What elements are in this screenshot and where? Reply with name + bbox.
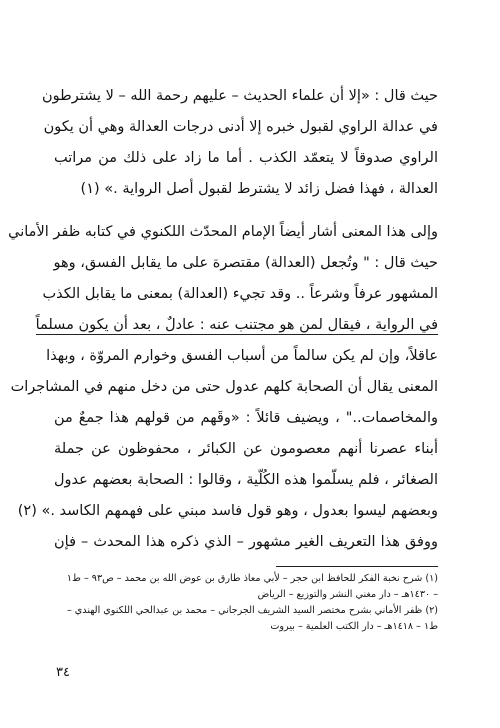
text-line: وبعضهم ليسوا بعدول ، وهو قول فاسد مبني على فهمهم الكاسد .» (٢) [17,503,438,519]
text-line: في عدالة الراوي لقبول خبره إلا أدنى درجات العدالة وهي أن يكون [43,119,438,135]
text-line: المشهور عرفاً وشرعاً .. وقد تجيء (العدالة) بمعنى ما يقابل الكذب [42,286,438,302]
text-line: المعنى يقال أن الصحابة كلهم عدول حتى من دخل منهم في المشاجرات [10,379,438,395]
text-line: العدالة ، فهذا فضل زائد لا يشترط لقبول أصل الرواية .» (١) [80,181,438,197]
footnote-line: ط١ – ١٤١٨هـ – دار الكتب العلمية – بيروت [270,621,438,632]
text-line: والمخاصمات.." ، ويضيف قائلاً : «وقَهم من قولهم هذا جمعٌ من [54,410,438,426]
text-line: الراوي صدوقاً لا يتعمّد الكذب . أما ما زاد على ذلك من مراتب [54,150,438,166]
text-line: الصغائر ، فلم يسلّموا هذه الكُلّية ، وقالوا : الصحابة بعضهم عدول [54,472,438,488]
text-line: أبناء عصرنا أنهم معصومون عن الكبائر ، محفوظون عن جملة [54,441,438,457]
underlined-text-line: في الرواية ، فيقال لمن هو مجتنب عنه : عادلٌ ، بعد أن يكون مسلماً [35,317,438,333]
page-number: ٣٤ [56,665,70,680]
text-line: عاقلاً، وإن لم يكن سالماً من أسباب الفسق وخوارم المروّة ، وبهذا [46,348,438,364]
footnote-divider [276,566,438,567]
text-line: حيث قال : «إلا أن علماء الحديث – عليهم رحمة الله – لا يشترطون [42,88,438,104]
footnote-line: (١) شرح نخبة الفكر للحافظ ابن حجر – لأبي معاذ طارق بن عوض الله بن محمد – ص٩٣ – ط١ [66,573,438,584]
text-line: وإلى هذا المعنى أشار أيضاً الإمام المحدّث اللكنوي في كتابه ظفر الأماني [8,224,438,240]
text-line: حيث قال : " وتُجعل (العدالة) مقتصرة على ما يقابل الفسق، وهو [53,255,438,271]
text-line: ووفق هذا التعريف الغير مشهور – الذي ذكره هذا المحدث – فإن [54,534,438,550]
footnote-line: (٢) ظفر الأماني بشرح مختصر السيد الشريف الجرجاني – محمد بن عبدالحي اللكنوي الهندي – [66,605,438,616]
footnote-line: – ١٤٣٠هـ – دار مغني النشر والتوزيع – الرياض [257,589,438,600]
